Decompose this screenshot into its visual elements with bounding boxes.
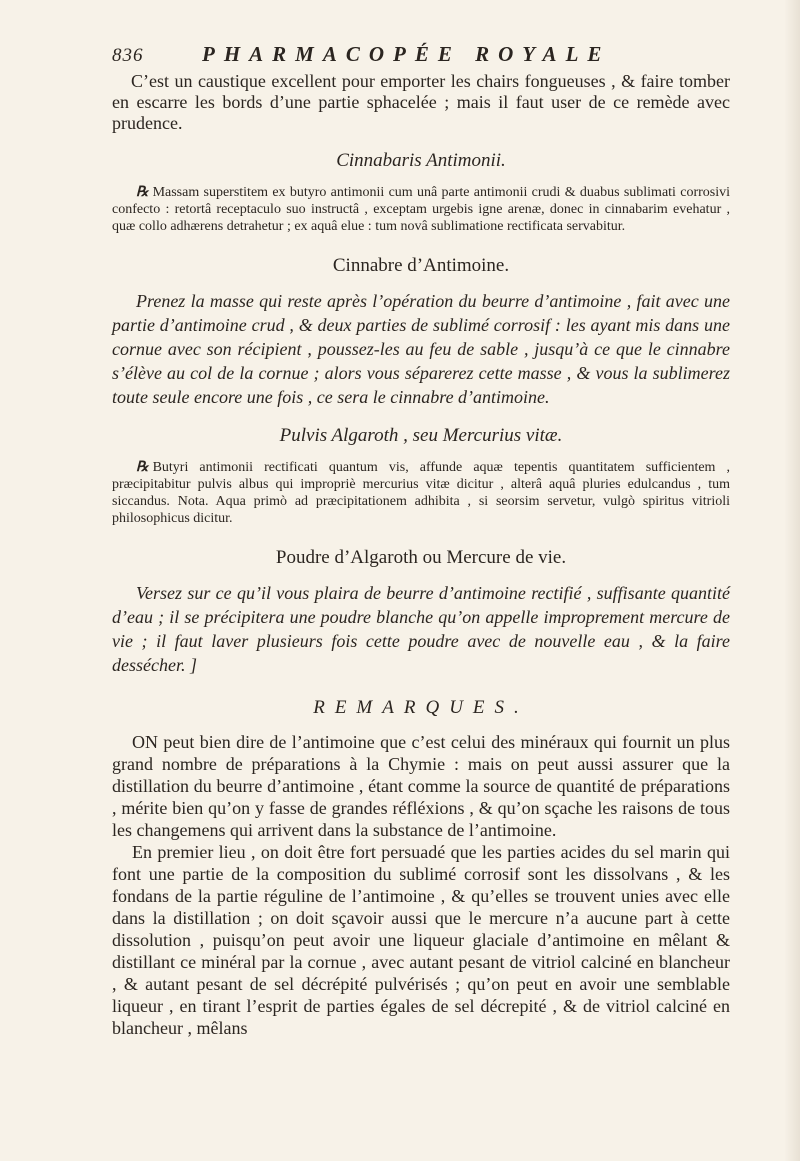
cinnabaris-french-text: Prenez la masse qui reste après l’opération du beurre d’antimoine , fait avec une partie d’antimoine crud , & deux parties de sublimé corrosif : les ayant mis dans une cornue avec son récipient , poussez-les au feu de sable , jusqu’à ce que le cinnabre s’élève au col de la cornue ; alors vous séparerez cette masse , & vous la sublimerez toute seule encore une fois , ce sera le cinnabre d’antimoine.: [112, 291, 730, 407]
cinnabaris-latin-recipe: [112, 184, 730, 235]
pulvis-latin-text: Butyri antimonii rectificati quantum vis, affunde aquæ tepentis quantitatem sufficientem , præcipitabitur pulvis albus qui impropriè mercurius vitæ dicitur , alterâ aquâ pluries edulcandus , tum siccandus. Nota. Aqua primò ad præcipitationem adhibita , si seorsim servetur, vulgò spiritus vitrioli philosophicus dicitur.: [112, 460, 730, 526]
pulvis-french-text: Versez sur ce qu’il vous plaira de beurre d’antimoine rectifié , suffisante quantité d’eau ; il se précipitera une poudre blanche qu’on appelle improprement mercure de vie ; il faut laver plusieurs fois cette poudre avec de nouvelle eau , & la faire dessécher. ]: [112, 583, 730, 675]
recipe-symbol: ℞: [136, 460, 149, 475]
cinnabaris-latin-text: Massam superstitem ex butyro antimonii cum unâ parte antimonii crudi & duabus sublimati corrosivi confecto : retortâ receptaculo suo instructâ , exceptam urgebis igne arenæ, donec in cinnabarim evehatur , quæ collo adhærens detrahetur ; ex aquâ elue : tum novâ sublimatione rectificata servabitur.: [112, 185, 730, 234]
remarques-body: [112, 731, 730, 1039]
caustic-paragraph: C’est un caustique excellent pour emporter les chairs fongueuses , & faire tomber en escarre les bords d’une partie sphacelée ; mais il faut user de ce remède avec prudence.: [112, 71, 730, 133]
page-number: 836: [112, 45, 144, 66]
running-head: [112, 42, 730, 70]
pulvis-latin-title: Pulvis Algaroth , seu Mercurius vitæ.: [279, 425, 563, 446]
pulvis-french-title: Poudre d’Algaroth ou Mercure de vie.: [275, 547, 567, 568]
cinnabaris-french-title: Cinnabre d’Antimoine.: [332, 255, 510, 276]
cinnabaris-latin-title: Cinnabaris Antimonii.: [336, 150, 506, 171]
pulvis-latin-recipe: [112, 459, 730, 527]
remarques-paragraph-1: ON peut bien dire de l’antimoine que c’est celui des minéraux qui fournit un plus grand nombre de préparations à la Chymie : mais on peut aussi assurer que la distillation du beurre d’antimoine , étant comme la source de quantité de préparations , mérite bien qu’on y fasse de grandes réfléxions , & qu’on sçache les raisons de tous les changemens qui arrivent dans la substance de l’antimoine.: [112, 732, 730, 840]
remarques-paragraph-2: En premier lieu , on doit être fort persuadé que les parties acides du sel marin qui font une partie de la composition du sublimé corrosif sont les dissolvans , & les fondans de la partie réguline de l’antimoine , & qu’elles se trouvent unies avec elle dans la distillation ; on doit sçavoir aussi que le mercure n’a aucune part à cette dissolution , puisqu’on peut avoir une liqueur glaciale d’antimoine en mêlant & distillant ce minéral par la cornue , avec autant pesant de vitriol calciné en blancheur , & autant pesant de sel décrépité pulvérisés ; qu’on peut en avoir une semblable liqueur , en tirant l’esprit de parties égales de sel décrepité , & de vitriol calciné en blancheur , mêlans: [112, 842, 730, 1038]
page-body: [112, 71, 730, 1039]
running-title: PHARMACOPÉE ROYALE: [202, 42, 611, 66]
remarques-title: REMARQUES.: [313, 697, 529, 718]
recipe-symbol: ℞: [136, 185, 149, 200]
